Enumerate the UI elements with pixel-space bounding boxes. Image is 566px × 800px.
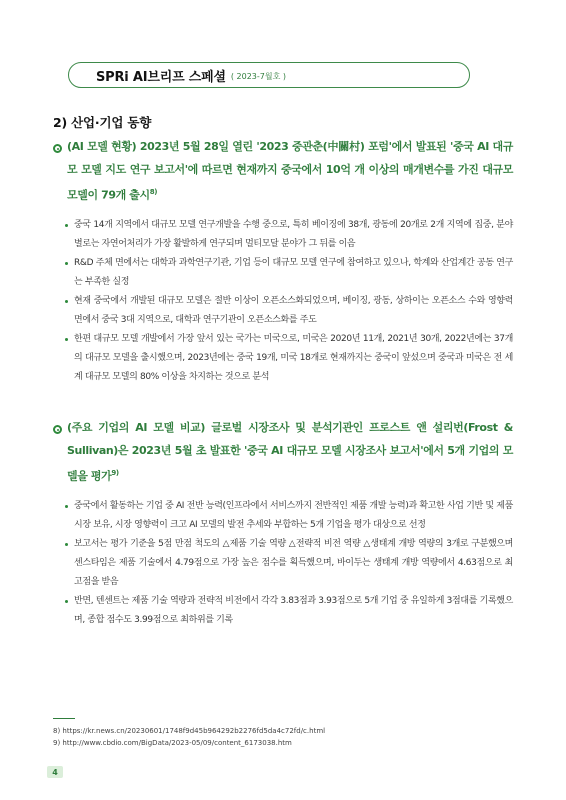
footnote-ref: 8) [149, 188, 158, 196]
bullet-list [53, 497, 513, 630]
footnote-8: 8) https://kr.news.cn/20230601/1748f9d45b964292b2276fd5da4c72fd/c.html [53, 727, 326, 735]
header-title: SPRi AI브리프 스페셜 [96, 69, 226, 85]
list-item: 보고서는 평가 기준을 5점 만점 척도의 △제품 기술 역량 △전략적 비전 역량 △생태계 개방 역량의 3개로 구분했으며 센스타임은 제품 기술에서 4.79점으로 가장 높은 점수를 획득했으며, 바이두는 생태계 개방 역량에서 4.63점으로 최고점을 받음 [65, 535, 513, 592]
list-item: 중국에서 활동하는 기업 중 AI 전반 능력(인프라에서 서비스까지 전반적인 제품 개발 능력)과 확고한 사업 기반 및 제품 시장 보유, 시장 영향력이 크고 AI 모델의 발전 추세와 부합하는 5개 기업을 평가 대상으로 선정 [65, 497, 513, 535]
footnotes [53, 725, 325, 749]
list-item: 한편 대규모 모델 개발에서 가장 앞서 있는 국가는 미국으로, 미국은 2020년 11개, 2021년 30개, 2022년에는 37개의 대규모 모델을 출시했으며, 2023년에는 중국 19개, 미국 18개로 현재까지는 중국이 앞섰으며 중국과 미국은 전 세계 대규모 모델의 80% 이상을 차지하는 것으로 분석 [65, 330, 513, 387]
headline-label: (주요 기업의 AI 모델 비교) 글로벌 시장조사 및 분석기관인 프로스트 앤 설리번(Frost & Sullivan)은 2023년 5월 초 발표한 '중국 AI 대규모 모델 시장조사 보고서'에서 5개 기업의 모델을 평가 [67, 421, 513, 483]
list-item: 반면, 텐센트는 제품 기술 역량과 전략적 비전에서 각각 3.83점과 3.93점으로 5개 기업 중 유일하게 3점대를 기록했으며, 종합 점수도 3.99점으로 최하위를 기록 [65, 592, 513, 630]
section-title: 2) 산업·기업 동향 [53, 115, 152, 130]
footnote-9: 9) http://www.cbdio.com/BigData/2023-05/09/content_6173038.htm [53, 739, 292, 747]
page-number: 4 [47, 766, 63, 778]
headline-text [67, 416, 513, 488]
circle-bullet-icon [53, 425, 62, 434]
headline [53, 421, 513, 488]
header-date: ( 2023-7월호 ) [230, 71, 286, 81]
header-banner [68, 62, 470, 88]
headline [53, 140, 513, 207]
content-block-ai-model-status [53, 140, 513, 387]
list-item: R&D 주체 면에서는 대학과 과학연구기관, 기업 등이 대규모 모델 연구에 참여하고 있으나, 학계와 산업계간 공동 연구는 부족한 실정 [65, 254, 513, 292]
footnote-ref: 9) [111, 469, 119, 477]
list-item: 현재 중국에서 개발된 대규모 모델은 절반 이상이 오픈소스화되었으며, 베이징, 광동, 상하이는 오픈소스 수와 영향력 면에서 중국 3대 지역으로, 대학과 연구기관이 오픈소스화를 주도 [65, 292, 513, 330]
content-block-company-comparison [53, 421, 513, 630]
headline-label: (AI 모델 현황) 2023년 5월 28일 열린 '2023 중관춘(中關村) 포럼'에서 발표된 '중국 AI 대규모 모델 지도 연구 보고서'에 따르면 현재까지 중국에서 10억 개 이상의 매개변수를 가진 대규모 모델이 79개 출시 [67, 140, 513, 202]
list-item: 중국 14개 지역에서 대규모 모델 연구개발을 수행 중으로, 특히 베이징에 38개, 광동에 20개로 2개 지역에 집중, 분야 별로는 자연어처리가 가장 활발하게 연구되며 멀티모달 분야가 그 뒤를 이음 [65, 216, 513, 254]
circle-bullet-icon [53, 144, 62, 153]
bullet-list [53, 216, 513, 387]
headline-text [67, 135, 513, 207]
footnote-divider [53, 718, 75, 719]
